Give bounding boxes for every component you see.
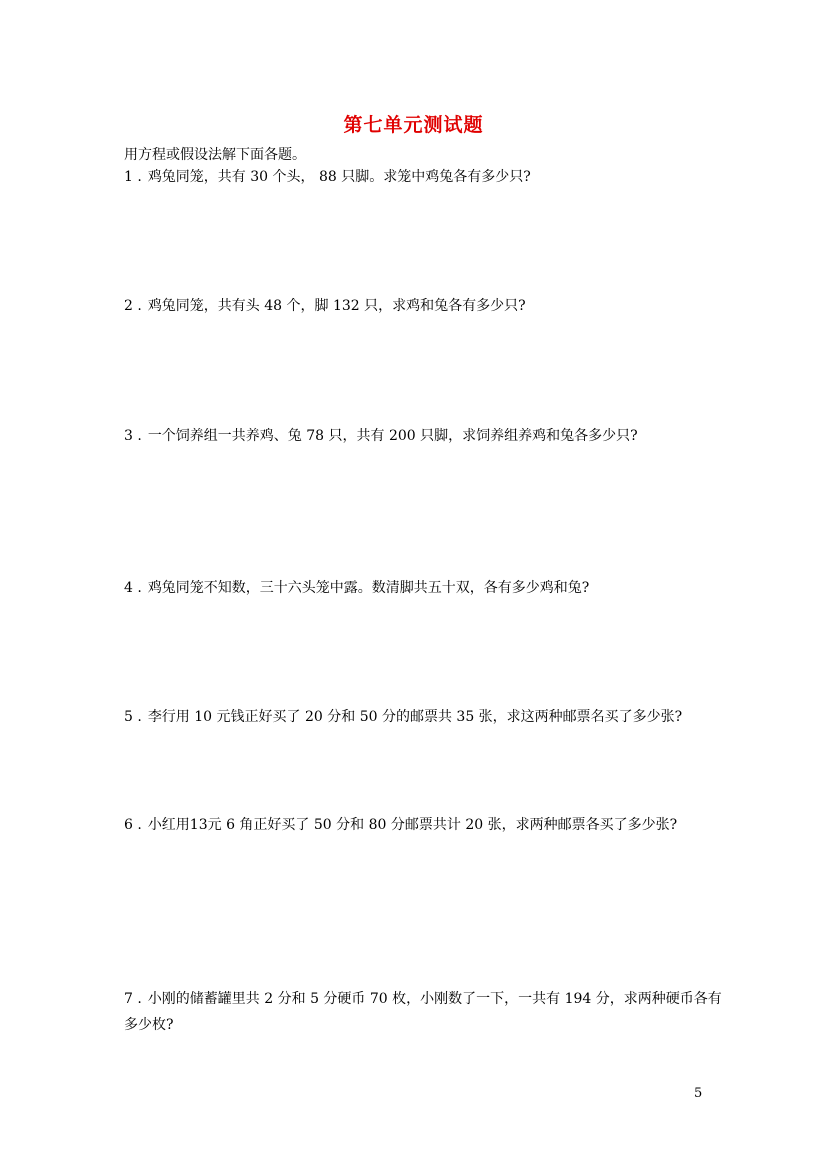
question-4 bbox=[124, 575, 724, 601]
question-text: 鸡兔同笼不知数，三十六头笼中露。数清脚共五十双，各有多少鸡和兔? bbox=[147, 580, 590, 596]
question-text: 小红用13元 6 角正好买了 50 分和 80 分邮票共计 20 张，求两种邮票各买了多少张? bbox=[147, 817, 678, 833]
question-2 bbox=[124, 293, 724, 319]
question-6 bbox=[124, 812, 724, 838]
question-text: 鸡兔同笼，共有 30 个头， 88 只脚。求笼中鸡兔各有多少只? bbox=[147, 169, 531, 185]
question-7 bbox=[124, 986, 724, 1038]
question-text: 一个饲养组一共养鸡、兔 78 只，共有 200 只脚，求饲养组养鸡和兔各多少只? bbox=[147, 428, 638, 444]
instruction-text: 用方程或假设法解下面各题。 bbox=[124, 147, 306, 163]
question-number: 6 . bbox=[124, 817, 142, 833]
question-3 bbox=[124, 423, 724, 449]
question-1 bbox=[124, 164, 724, 190]
question-number: 3 . bbox=[124, 428, 142, 444]
question-number: 1 . bbox=[124, 169, 142, 185]
question-text: 鸡兔同笼，共有头 48 个，脚 132 只，求鸡和兔各有多少只? bbox=[147, 298, 526, 314]
question-text: 李行用 10 元钱正好买了 20 分和 50 分的邮票共 35 张，求这两种邮票名买了多少张? bbox=[147, 709, 683, 725]
question-5 bbox=[124, 704, 724, 730]
question-number: 2 . bbox=[124, 298, 142, 314]
page-title: 第七单元测试题 bbox=[343, 114, 484, 136]
question-number: 7 . bbox=[124, 991, 142, 1007]
question-text: 小刚的储蓄罐里共 2 分和 5 分硬币 70 枚，小刚数了一下，一共有 194 分，求两种硬币各有多少枚? bbox=[124, 991, 722, 1033]
question-number: 4 . bbox=[124, 580, 142, 596]
page-number: 5 bbox=[694, 1086, 703, 1101]
question-number: 5 . bbox=[124, 709, 142, 725]
